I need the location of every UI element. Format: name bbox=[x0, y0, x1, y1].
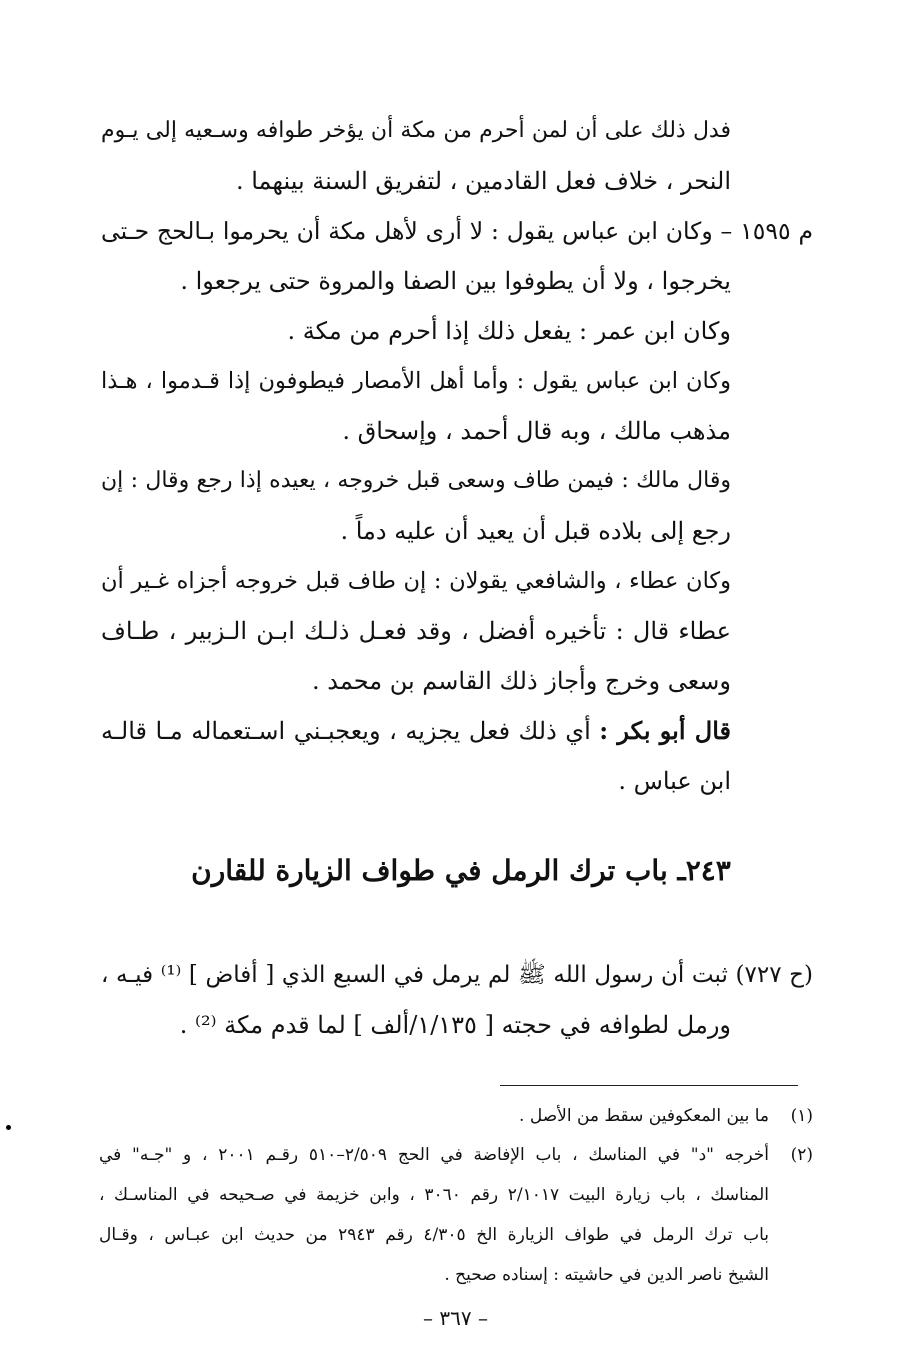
footnote-1-number: (١) bbox=[790, 1106, 813, 1126]
page-number: – ٣٦٧ – bbox=[423, 1306, 488, 1330]
body-line-3-issue-marker: م ١٥٩٥ – وكان ابن عباس يقول : لا أرى لأهل مكة أن يحرموا بـالحج حـتى bbox=[101, 217, 813, 245]
abu-bakr-line bbox=[101, 714, 731, 748]
body-line-12: وسعى وخرج وأجاز ذلك القاسم بن محمد . bbox=[312, 667, 731, 695]
footnote-2-line-3: باب ترك الرمل في طواف الزيارة الخ ٤/٣٠٥ رقم ٢٩٤٣ من حديث ابن عبـاس ، وقـال bbox=[99, 1225, 769, 1245]
chapter-heading: ٢٤٣ـ باب ترك الرمل في طواف الزيارة للقارن bbox=[191, 854, 731, 887]
footnote-1-text: ما بين المعكوفين سقط من الأصل . bbox=[519, 1106, 769, 1126]
footnote-2-line-4: الشيخ ناصر الدين في حاشيته : إسناده صحيح . bbox=[444, 1265, 769, 1285]
body-line-6: وكان ابن عباس يقول : وأما أهل الأمصار فيطوفون إذا قـدموا ، هـذا bbox=[101, 368, 731, 394]
body-line-1: فدل ذلك على أن لمن أحرم من مكة أن يؤخر طوافه وسـعيه إلى يـوم bbox=[101, 118, 731, 143]
hadith-line-2: ورمل لطوافه في حجته [ ١/١٣٥/ألف ] لما قدم مكة ⁽²⁾ . bbox=[179, 1011, 731, 1039]
footnote-separator bbox=[500, 1085, 798, 1086]
body-line-11: عطاء قال : تأخيره أفضل ، وقد فعـل ذلـك ابـن الـزبير ، طـاف bbox=[101, 617, 731, 645]
abu-bakr-label: قال أبو بكر : bbox=[599, 716, 731, 745]
body-line-5: وكان ابن عمر : يفعل ذلك إذا أحرم من مكة . bbox=[287, 317, 731, 345]
margin-dot bbox=[6, 1125, 11, 1130]
body-line-8: وقال مالك : فيمن طاف وسعى قبل خروجه ، يعيده إذا رجع وقال : إن bbox=[101, 468, 731, 493]
body-line-10: وكان عطاء ، والشافعي يقولان : إن طاف قبل خروجه أجزاه غـير أن bbox=[101, 568, 731, 594]
body-line-7: مذهب مالك ، وبه قال أحمد ، وإسحاق . bbox=[342, 417, 731, 445]
footnote-2-text-1: أخرجه "د" في المناسك ، باب الإفاضة في الحج ٢/٥٠٩–٥١٠ رقـم ٢٠٠١ ، و "جـه" في bbox=[99, 1145, 769, 1165]
body-line-4: يخرجوا ، ولا أن يطوفوا بين الصفا والمروة حتى يرجعوا . bbox=[180, 267, 731, 295]
footnote-1 bbox=[99, 1103, 813, 1129]
footnote-2-line-1 bbox=[99, 1142, 813, 1168]
footnote-2-line-2: المناسك ، باب زيارة البيت ٢/١٠١٧ رقم ٣٠٦٠ ، وابن خزيمة في صـحيحه في المناسـك ، bbox=[99, 1185, 770, 1205]
hadith-line-1: (ح ٧٢٧) ثبت أن رسول الله ﷺ لم يرمل في السبع الذي [ أفاض ] ⁽¹⁾ فيـه ، bbox=[101, 962, 814, 988]
abu-bakr-text: أي ذلك فعل يجزيه ، ويعجبـني اسـتعماله مـا قالـه bbox=[101, 717, 591, 745]
footnote-2-number: (٢) bbox=[790, 1145, 813, 1165]
body-line-2: النحر ، خلاف فعل القادمين ، لتفريق السنة بينهما . bbox=[235, 167, 731, 195]
body-line-9: رجع إلى بلاده قبل أن يعيد أن عليه دماً . bbox=[340, 517, 731, 545]
body-line-14: ابن عباس . bbox=[618, 767, 731, 795]
